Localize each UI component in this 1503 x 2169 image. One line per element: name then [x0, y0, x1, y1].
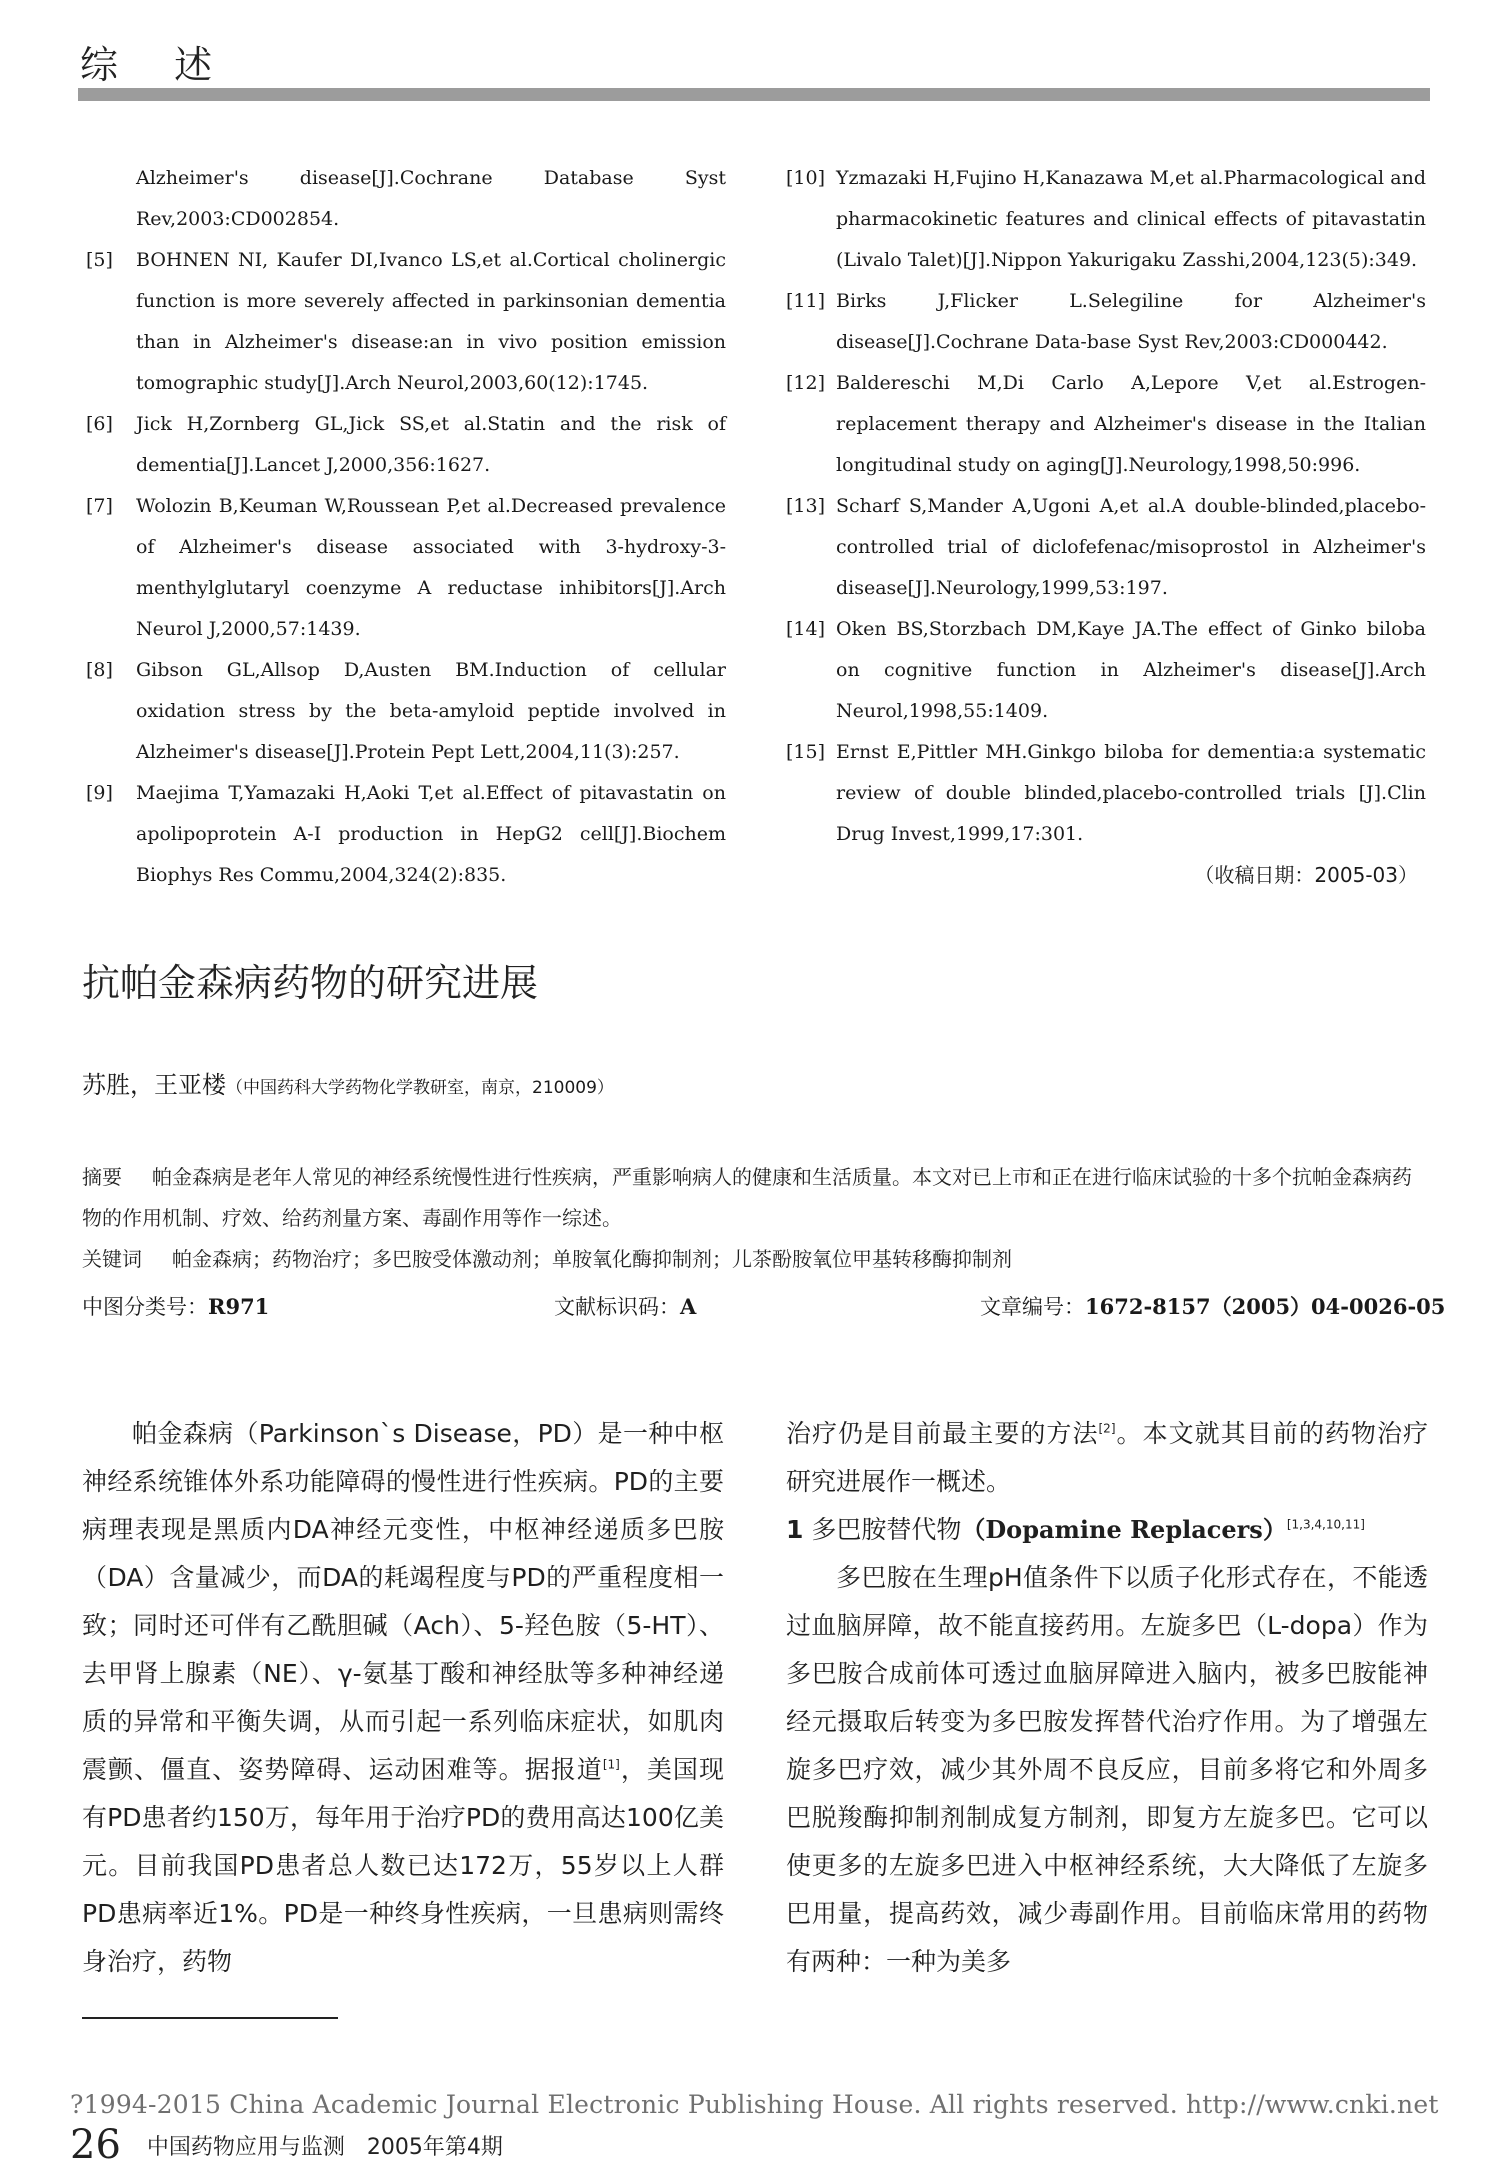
- body-paragraph: [82, 1410, 724, 1986]
- citation-mark: [2]: [1098, 1421, 1116, 1436]
- reference-item: [786, 732, 1426, 855]
- reference-number: [8]: [86, 659, 113, 681]
- document-code-value: A: [680, 1294, 697, 1319]
- reference-item: [86, 773, 726, 896]
- section-title-en: （Dopamine Replacers）: [961, 1515, 1287, 1544]
- article-title: 抗帕金森病药物的研究进展: [82, 961, 539, 1005]
- reference-number: [6]: [86, 413, 113, 435]
- body-right-column: [786, 1410, 1428, 1986]
- clc-value: R971: [208, 1294, 270, 1319]
- reference-item: [786, 281, 1426, 363]
- article-number-value: 1672-8157（2005）04-0026-05: [1085, 1294, 1446, 1319]
- reference-number: [15]: [786, 741, 826, 763]
- body-paragraph: [786, 1554, 1428, 1986]
- classification-row: [82, 1287, 1446, 1327]
- author-affiliation: （中国药科大学药物化学教研室，南京，210009）: [226, 1078, 614, 1098]
- document-code: [554, 1287, 696, 1327]
- citation-mark: [1]: [602, 1757, 620, 1772]
- header-rule: [78, 88, 1430, 101]
- footnote-rule: [82, 2017, 338, 2019]
- section-title-cn: 多巴胺替代物: [811, 1515, 962, 1544]
- abstract-label: 摘要: [82, 1165, 122, 1189]
- references-right-column: [786, 158, 1426, 896]
- reference-item: [786, 609, 1426, 732]
- copyright-watermark: ?1994-2015 China Academic Journal Electronic Publishing House. All rights reserved. http://www.cnki.net: [70, 2090, 1439, 2119]
- reference-text: Jick H,Zornberg GL,Jick SS,et al.Statin and the risk of dementia[J].Lancet J,2000,356:1627.: [136, 413, 726, 476]
- reference-item: [786, 486, 1426, 609]
- body-text: 。本文就其目前的药物治疗研究进展作一概述。: [786, 1419, 1428, 1496]
- journal-name: 中国药物应用与监测 2005年第4期: [146, 2134, 503, 2160]
- author-line: [82, 1065, 614, 1100]
- document-code-label: 文献标识码：: [554, 1295, 680, 1319]
- reference-number: [7]: [86, 495, 113, 517]
- section-header: 综 述: [80, 43, 235, 87]
- reference-text: Ernst E,Pittler MH.Ginkgo biloba for dementia:a systematic review of double blinded,placebo-controlled trials [J].Clin Drug Invest,1999,17:301.: [836, 741, 1426, 845]
- reference-number: [9]: [86, 782, 113, 804]
- body-left-column: [82, 1410, 724, 1986]
- reference-number: [5]: [86, 249, 113, 271]
- reference-number: [11]: [786, 290, 826, 312]
- abstract-text: 帕金森病是老年人常见的神经系统慢性进行性疾病，严重影响病人的健康和生活质量。本文对已上市和正在进行临床试验的十多个抗帕金森病药物的作用机制、疗效、给药剂量方案、毒副作用等作一综述。: [82, 1165, 1412, 1230]
- keywords-label: 关键词: [82, 1247, 142, 1271]
- abstract-block: [82, 1157, 1430, 1280]
- received-date: （收稿日期：2005-03）: [1194, 863, 1418, 887]
- reference-text: Oken BS,Storzbach DM,Kaye JA.The effect of Ginko biloba on cognitive function in Alzheimer's disease[J].Arch Neurol,1998,55:1409.: [836, 618, 1426, 722]
- keywords-text: 帕金森病；药物治疗；多巴胺受体激动剂；单胺氧化酶抑制剂；儿茶酚胺氧位甲基转移酶抑制剂: [172, 1247, 1012, 1271]
- author-names: 苏胜，王亚楼: [82, 1071, 226, 1099]
- reference-number: [13]: [786, 495, 826, 517]
- reference-text: BOHNEN NI, Kaufer DI,Ivanco LS,et al.Cortical cholinergic function is more severely affected in parkinsonian dementia than in Alzheimer's disease:an in vivo position emission tomographic study[J].Arch Neurol,2003,60(12):1745.: [136, 249, 726, 394]
- reference-item: [86, 650, 726, 773]
- reference-text: Wolozin B,Keuman W,Roussean P,et al.Decreased prevalence of Alzheimer's disease associated with 3-hydroxy-3-menthylglutaryl coenzyme A reductase inhibitors[J].Arch Neurol J,2000,57:1439.: [136, 495, 726, 640]
- reference-text: Yzmazaki H,Fujino H,Kanazawa M,et al.Pharmacological and pharmacokinetic features and clinical effects of pitavastatin (Livalo Talet)[J].Nippon Yakurigaku Zasshi,2004,123(5):349.: [836, 167, 1426, 271]
- page-footer: [70, 2122, 503, 2168]
- body-text: 帕金森病（Parkinson`s Disease，PD）是一种中枢神经系统锥体外系功能障碍的慢性进行性疾病。PD的主要病理表现是黑质内DA神经元变性，中枢神经递质多巴胺（DA）含量减少，而DA的耗竭程度与PD的严重程度相一致；同时还可伴有乙酰胆碱（Ach）、5-羟色胺（5-HT）、去甲肾上腺素（NE）、γ-氨基丁酸和神经肽等多种神经递质的异常和平衡失调，从而引起一系列临床症状，如肌肉震颤、僵直、姿势障碍、运动困难等。据报道: [82, 1419, 724, 1784]
- page-number: 26: [70, 2122, 121, 2168]
- keywords: [82, 1239, 1430, 1280]
- reference-number: [10]: [786, 167, 826, 189]
- reference-text: Alzheimer's disease[J].Cochrane Database Syst Rev,2003:CD002854.: [136, 167, 726, 230]
- reference-text: Baldereschi M,Di Carlo A,Lepore V,et al.Estrogen-replacement therapy and Alzheimer's disease in the Italian longitudinal study on aging[J].Neurology,1998,50:996.: [836, 372, 1426, 476]
- reference-item: [86, 404, 726, 486]
- reference-item: [786, 158, 1426, 281]
- reference-number: [14]: [786, 618, 826, 640]
- body-paragraph: [786, 1410, 1428, 1506]
- section-number: 1: [786, 1515, 804, 1544]
- reference-item: [86, 486, 726, 650]
- body-text: ，美国现有PD患者约150万，每年用于治疗PD的费用高达100亿美元。目前我国PD患者总人数已达172万，55岁以上人群PD患病率近1%。PD是一种终身性疾病，一旦患病则需终身治疗，药物: [82, 1755, 724, 1976]
- reference-item: [86, 240, 726, 404]
- article-number-label: 文章编号：: [980, 1295, 1085, 1319]
- article-number: [980, 1287, 1445, 1327]
- references-left-column: [86, 158, 726, 896]
- reference-item: [86, 158, 726, 240]
- clc-number: [82, 1287, 269, 1327]
- reference-number: [12]: [786, 372, 826, 394]
- reference-text: Maejima T,Yamazaki H,Aoki T,et al.Effect of pitavastatin on apolipoprotein A-I production in HepG2 cell[J].Biochem Biophys Res Commu,2004,324(2):835.: [136, 782, 726, 886]
- abstract: [82, 1157, 1430, 1239]
- reference-text: Gibson GL,Allsop D,Austen BM.Induction of cellular oxidation stress by the beta-amyloid peptide involved in Alzheimer's disease[J].Protein Pept Lett,2004,11(3):257.: [136, 659, 726, 763]
- body-text: 多巴胺在生理pH值条件下以质子化形式存在，不能透过血脑屏障，故不能直接药用。左旋多巴（L-dopa）作为多巴胺合成前体可透过血脑屏障进入脑内，被多巴胺能神经元摄取后转变为多巴胺发挥替代治疗作用。为了增强左旋多巴疗效，减少其外周不良反应，目前多将它和外周多巴脱羧酶抑制剂制成复方制剂，即复方左旋多巴。它可以使更多的左旋多巴进入中枢神经系统，大大降低了左旋多巴用量，提高药效，减少毒副作用。目前临床常用的药物有两种：一种为美多: [786, 1563, 1428, 1976]
- clc-label: 中图分类号：: [82, 1295, 208, 1319]
- reference-text: Scharf S,Mander A,Ugoni A,et al.A double-blinded,placebo-controlled trial of diclofefenac/misoprostol in Alzheimer's disease[J].Neurology,1999,53:197.: [836, 495, 1426, 599]
- section-heading: [786, 1506, 1428, 1554]
- body-text: 治疗仍是目前最主要的方法: [786, 1419, 1099, 1448]
- reference-text: Birks J,Flicker L.Selegiline for Alzheimer's disease[J].Cochrane Data-base Syst Rev,2003:CD000442.: [836, 290, 1426, 353]
- citation-mark: [1,3,4,10,11]: [1286, 1517, 1365, 1532]
- reference-item: [786, 363, 1426, 486]
